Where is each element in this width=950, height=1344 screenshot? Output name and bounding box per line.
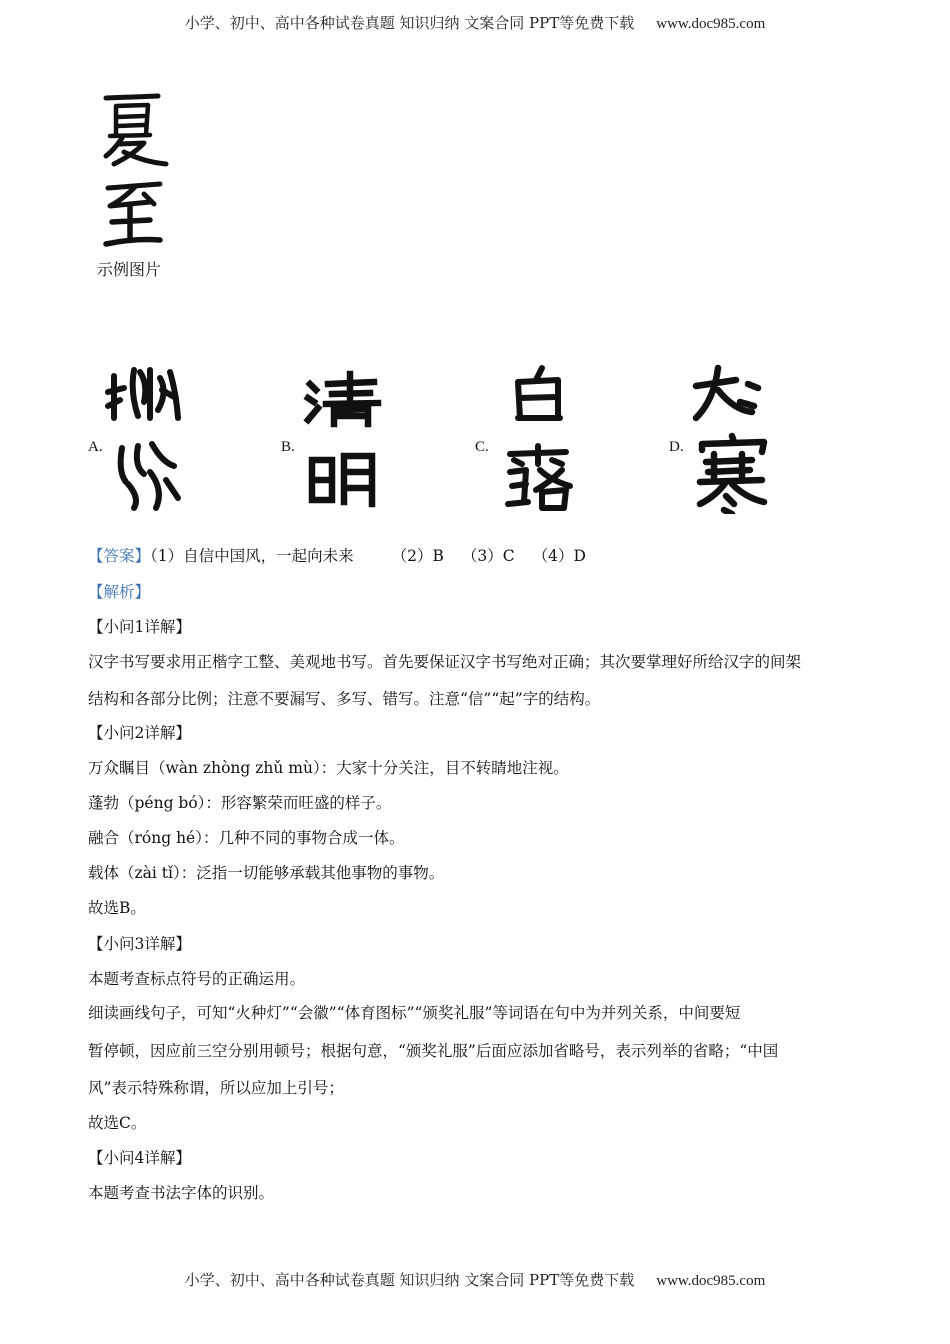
- page-footer: [0, 1269, 950, 1290]
- q3-line-2: 细读画线句子，可知“火种灯”“会徽”“体育图标”“颁奖礼服”等词语在句中为并列关系，中间要短: [88, 1004, 741, 1022]
- q3-line-3: 暂停顿，因应前三空分别用顿号；根据句意，“颁奖礼服”后面应添加省略号，表示列举的省略；“中国: [88, 1042, 779, 1060]
- q1-line-1: 汉字书写要求用正楷字工整、美观地书写。首先要保证汉字书写绝对正确；其次要掌理好所给汉字的间架: [88, 653, 802, 671]
- footer-text: 小学、初中、高中各种试卷真题 知识归纳 文案合同 PPT等免费下载: [184, 1271, 635, 1289]
- q1-title: 【小问1详解】: [88, 618, 191, 636]
- answer-q3: （3）C: [461, 547, 515, 565]
- footer-site-link[interactable]: www.doc985.com: [656, 1273, 766, 1289]
- q2-line-2: 蓬勃（péng bó）：形容繁荣而旺盛的样子。: [88, 794, 392, 812]
- option-c-label: C.: [475, 439, 489, 455]
- q2-line-5: 故选B。: [88, 899, 146, 917]
- answer-tag: 【答案】: [88, 547, 151, 565]
- q3-line-1: 本题考查标点符号的正确运用。: [88, 970, 306, 988]
- option-c-calligraphy-image: [500, 362, 580, 514]
- answer-q4: （4）D: [532, 547, 586, 565]
- q4-line-1: 本题考查书法字体的识别。: [88, 1184, 275, 1202]
- header-site-link[interactable]: www.doc985.com: [656, 16, 766, 32]
- answer-line: [88, 549, 586, 565]
- q2-line-3: 融合（róng hé）：几种不同的事物合成一体。: [88, 829, 405, 847]
- option-d-label: D.: [669, 439, 684, 455]
- q2-line-1: 万众瞩目（wàn zhòng zhǔ mù）：大家十分关注，目不转睛地注视。: [88, 759, 569, 777]
- option-a-label: A.: [88, 439, 103, 455]
- header-text: 小学、初中、高中各种试卷真题 知识归纳 文案合同 PPT等免费下载: [184, 14, 635, 32]
- answer-q2: （2）B: [391, 547, 444, 565]
- analysis-tag: 【解析】: [88, 583, 151, 601]
- q3-title: 【小问3详解】: [88, 935, 191, 953]
- option-d-calligraphy-image: [692, 362, 772, 514]
- q2-title: 【小问2详解】: [88, 724, 191, 742]
- q3-line-4: 风”表示特殊称谓，所以应加上引号；: [88, 1079, 344, 1097]
- q1-line-2: 结构和各部分比例；注意不要漏写、多写、错写。注意“信”“起”字的结构。: [88, 690, 601, 708]
- q3-line-5: 故选C。: [88, 1114, 147, 1132]
- option-b-label: B.: [281, 439, 295, 455]
- q2-line-4: 载体（zài tǐ）：泛指一切能够承载其他事物的事物。: [88, 864, 445, 882]
- page-header: [0, 12, 950, 33]
- option-b-calligraphy-image: [302, 362, 382, 514]
- answer-q1: （1）自信中国风，一起向未来: [150, 547, 354, 565]
- q4-title: 【小问4详解】: [88, 1149, 191, 1167]
- sample-calligraphy-image: [100, 88, 170, 253]
- option-a-calligraphy-image: [104, 362, 184, 514]
- sample-caption: 示例图片: [97, 260, 162, 279]
